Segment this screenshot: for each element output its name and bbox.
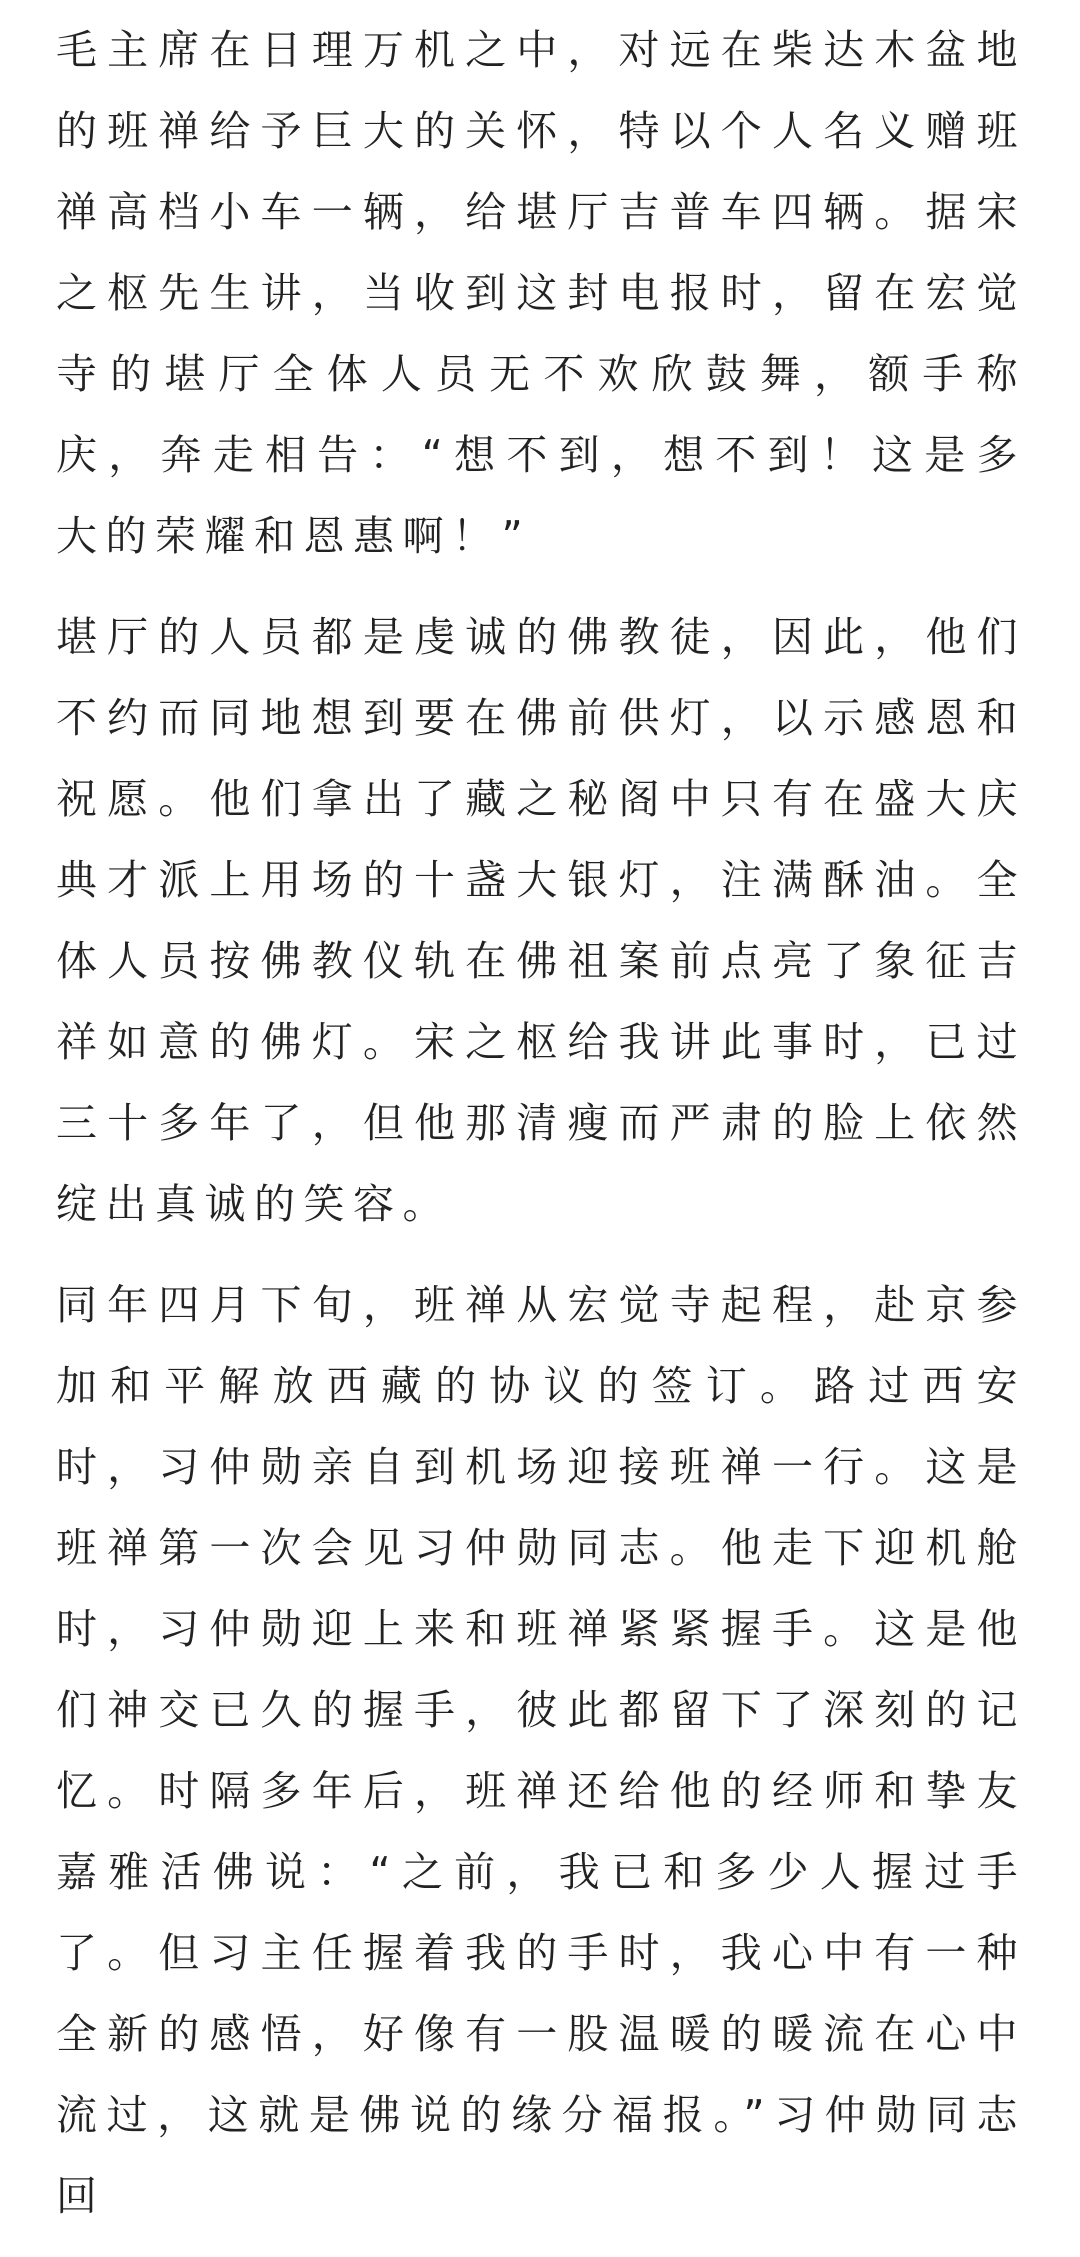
paragraph-1: 毛主席在日理万机之中，对远在柴达木盆地的班禅给予巨大的关怀，特以个人名义赠班禅高档小车一辆，给堪厅吉普车四辆。据宋之枢先生讲，当收到这封电报时，留在宏觉寺的堪厅全体人员无不欢欣鼓舞，额手称庆，奔走相告：“想不到，想不到！这是多大的荣耀和恩惠啊！” (56, 26, 1026, 560)
paragraph-2: 堪厅的人员都是虔诚的佛教徒，因此，他们不约而同地想到要在佛前供灯，以示感恩和祝愿。他们拿出了藏之秘阁中只有在盛大庆典才派上用场的十盏大银灯，注满酥油。全体人员按佛教仪轨在佛祖案前点亮了象征吉祥如意的佛灯。宋之枢给我讲此事时，已过三十多年了，但他那清瘦而严肃的脸上依然绽出真诚的笑容。 (56, 613, 1026, 1228)
article-body (56, 10, 1026, 2257)
paragraph-3: 同年四月下旬，班禅从宏觉寺起程，赴京参加和平解放西藏的协议的签订。路过西安时，习仲勋亲自到机场迎接班禅一行。这是班禅第一次会见习仲勋同志。他走下迎机舱时，习仲勋迎上来和班禅紧紧握手。这是他们神交已久的握手，彼此都留下了深刻的记忆。时隔多年后，班禅还给他的经师和挚友嘉雅活佛说：“之前，我已和多少人握过手了。但习主任握着我的手时，我心中有一种全新的感悟，好像有一股温暖的暖流在心中流过，这就是佛说的缘分福报。”习仲勋同志回 (56, 1281, 1026, 2220)
